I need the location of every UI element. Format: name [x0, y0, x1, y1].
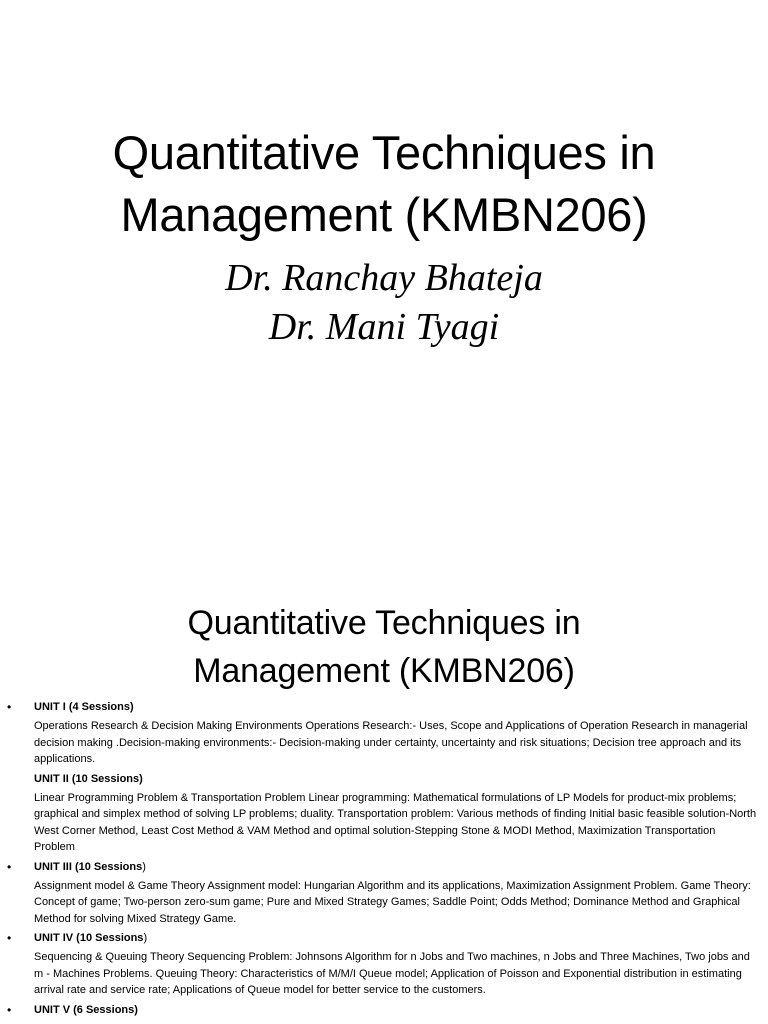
unit-description: Linear Programming Problem & Transportation Problem Linear programming: Mathematical formulations of LP Models for product-mix problems; graphical and simplex method of solving LP problems; duality. Transportation problem: Various methods of finding Initial basic feasible solution-North West Corner Method, Least Cost Method & VAM Method and optimal solution-Stepping Stone & MODI Method, Maximization Transportation Problem — [34, 791, 757, 853]
author-2: Dr. Mani Tyagi — [268, 306, 500, 348]
author-1: Dr. Ranchay Bhateja — [225, 257, 543, 299]
unit-item — [0, 860, 768, 928]
unit-item — [0, 700, 768, 768]
unit-heading: • UNIT V (6 Sessions) — [7, 1002, 138, 1017]
syllabus-list — [0, 696, 768, 1021]
unit-description: Operations Research & Decision Making Environments Operations Research:- Uses, Scope and Applications of Operation Research in managerial decision making .Decision-making environments:- Decision-making under certainty, uncertainty and risk situations; Decision tree approach and its applications. — [34, 720, 748, 765]
title-line-1: Quantitative Techniques in — [187, 604, 581, 642]
authors — [0, 254, 768, 352]
slide-title — [0, 122, 768, 246]
title-line-1: Quantitative Techniques in — [112, 126, 656, 179]
bullet-icon: • — [7, 931, 12, 945]
title-line-2: Management (KMBN206) — [193, 652, 575, 690]
unit-heading: UNIT II (10 Sessions) — [34, 772, 143, 785]
title-line-2: Management (KMBN206) — [120, 188, 648, 241]
bullet-icon: • — [7, 859, 12, 874]
unit-heading: • UNIT III (10 Sessions) — [7, 859, 146, 874]
bullet-icon: • — [7, 1002, 12, 1017]
syllabus-slide — [0, 574, 768, 1024]
unit-item — [0, 931, 768, 999]
unit-description: Assignment model & Game Theory Assignment model: Hungarian Algorithm and its applications, Maximization Assignment Problem. Game Theory: Concept of game; Two-person zero-sum game; Pure and Mixed Strategy Games; Saddle Point; Odds Method; Dominance Method and Graphical Method for solving Mixed Strategy Game. — [34, 879, 751, 925]
unit-item — [0, 1003, 768, 1017]
bullet-icon: • — [7, 700, 12, 714]
unit-heading: • UNIT I (4 Sessions) — [7, 700, 134, 714]
unit-description: Sequencing & Queuing Theory Sequencing Problem: Johnsons Algorithm for n Jobs and Two machines, n Jobs and Three Machines, Two jobs and m - Machines Problems. Queuing Theory: Characteristics of M/M/I Queue model; Application of Poisson and Exponential distribution in estimating arrival rate and service rate; Applications of Queue model for better service to the customers. — [34, 951, 750, 996]
unit-heading: • UNIT IV (10 Sessions) — [7, 931, 148, 945]
unit-item — [0, 772, 768, 856]
slide-title — [0, 599, 768, 695]
